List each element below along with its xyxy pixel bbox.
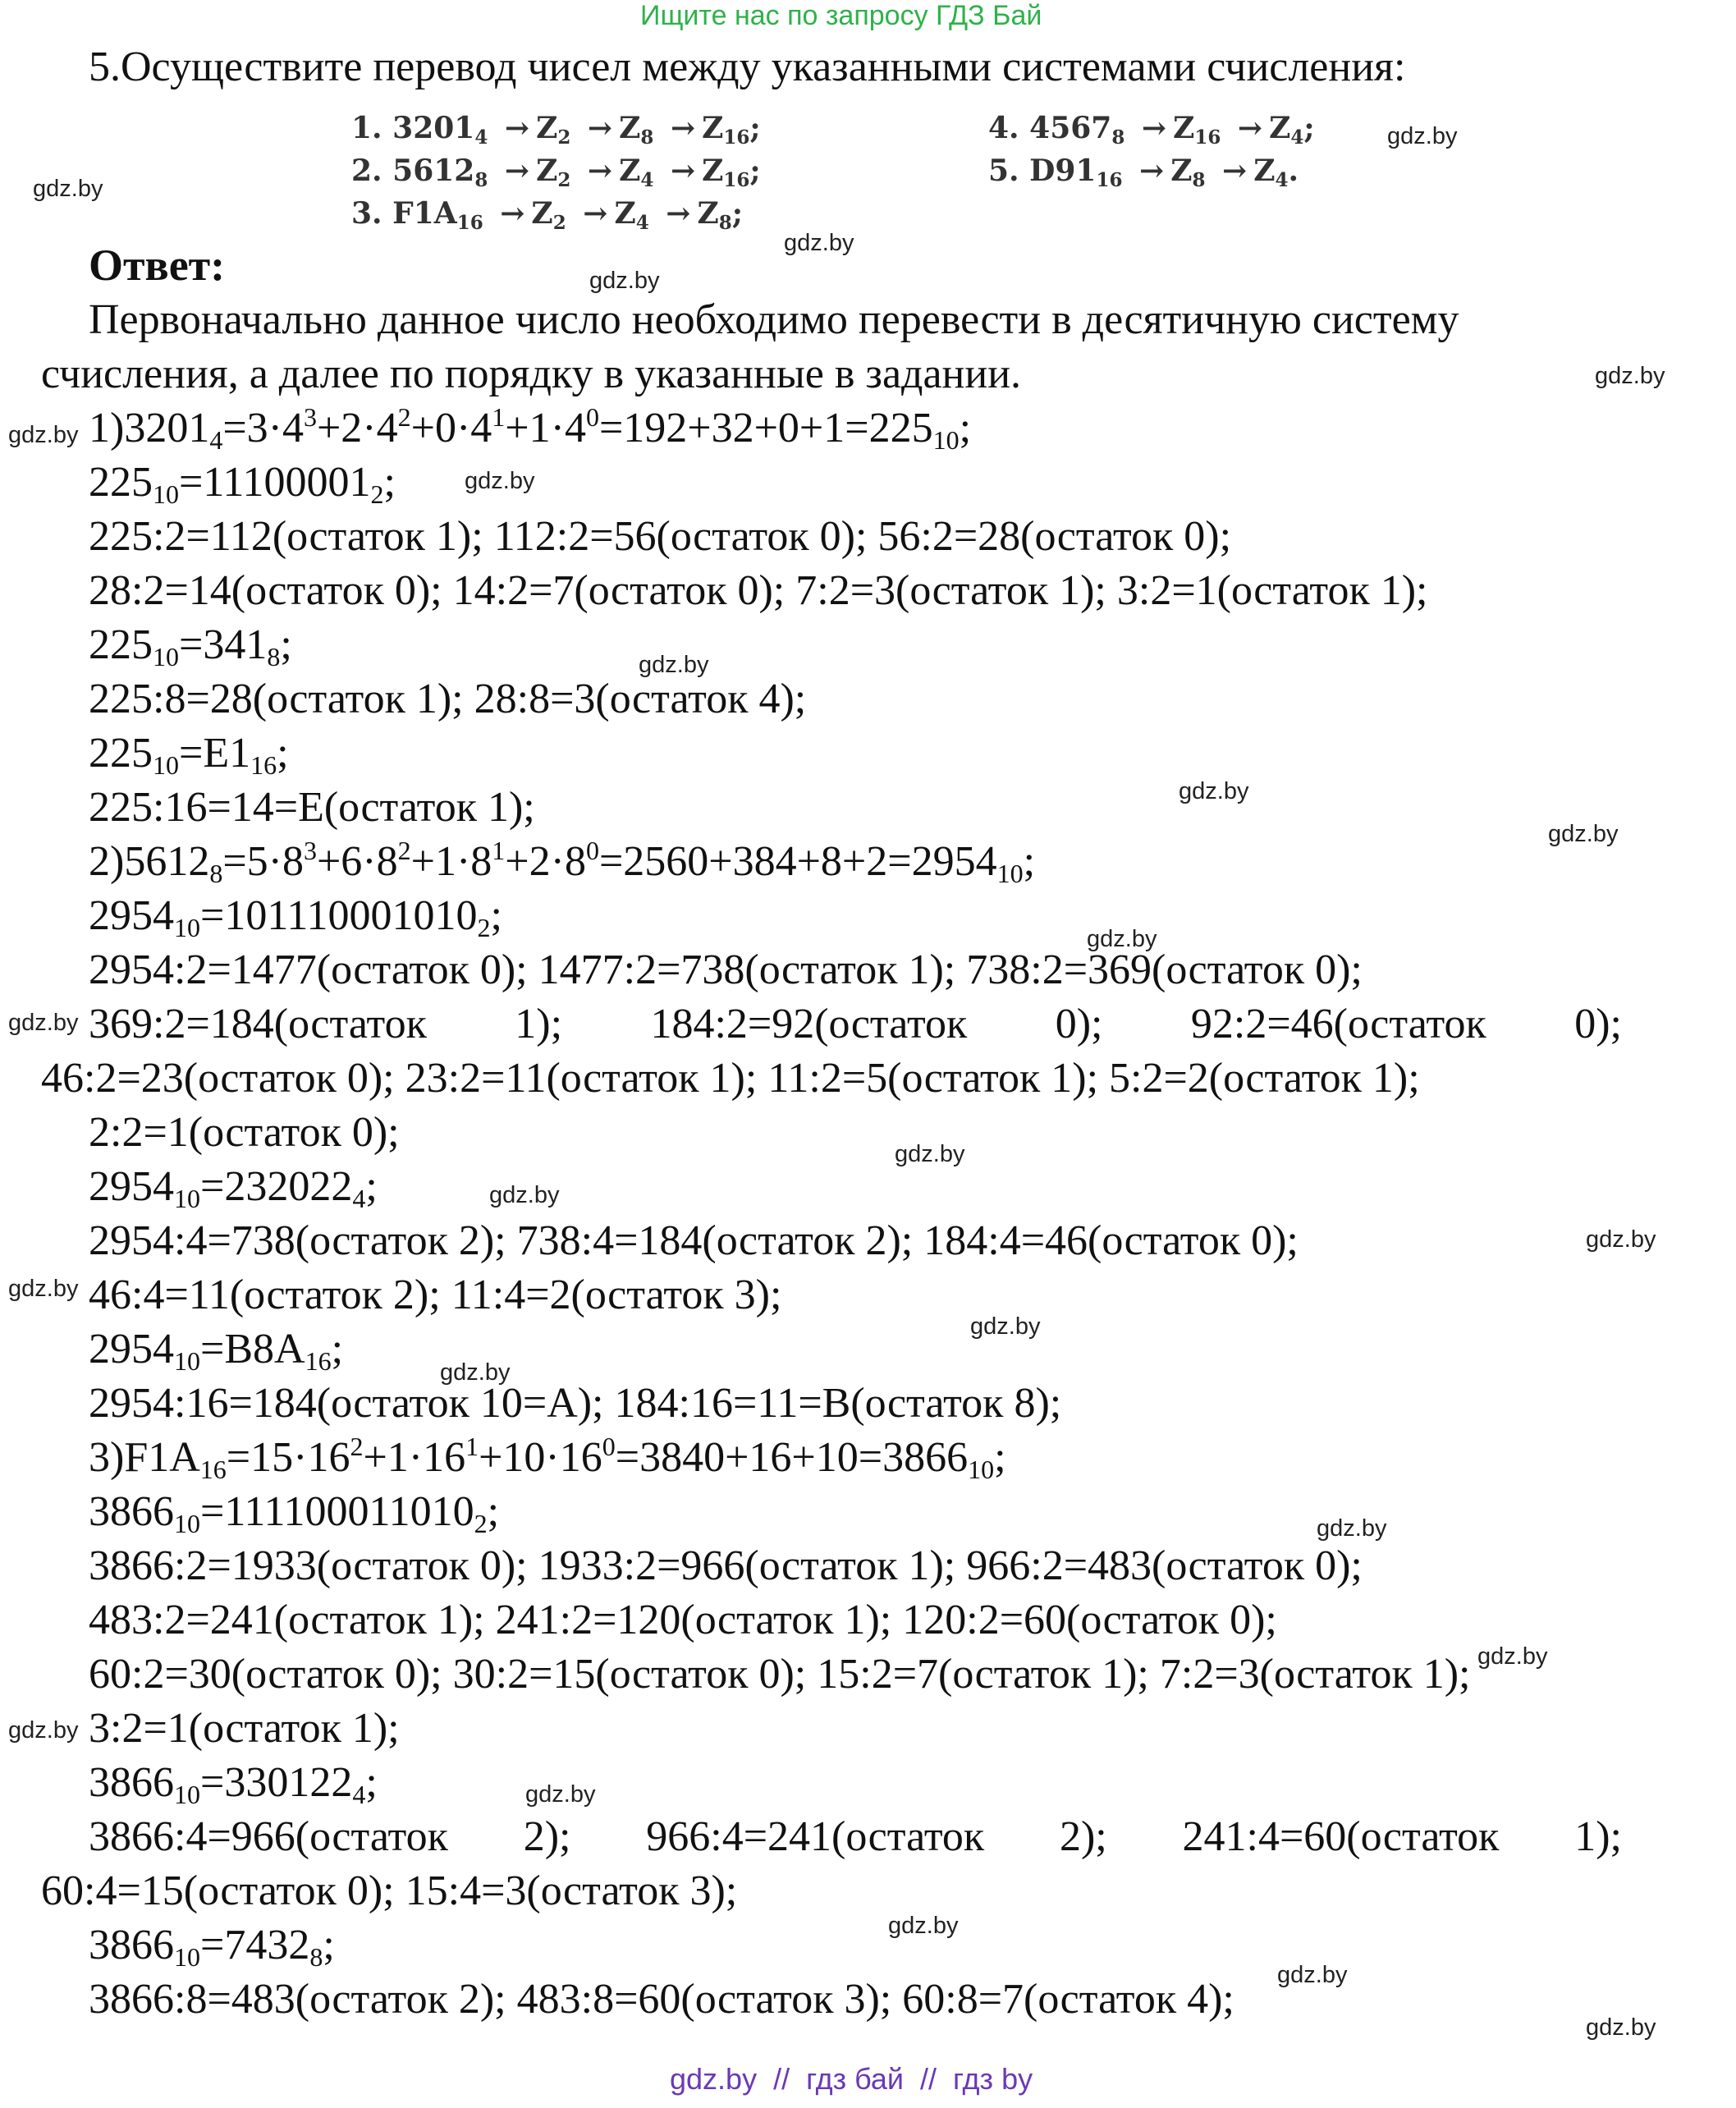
watermark: gdz.by — [1277, 1962, 1348, 1988]
intro-line-2: счисления, а далее по порядку в указанные в задании. — [41, 351, 1022, 397]
watermark: gdz.by — [784, 230, 854, 256]
watermark: gdz.by — [888, 1913, 959, 1939]
part3-quaternary: $3866_{10}=330122_4$; — [89, 1759, 378, 1809]
calc-line: 28:2=14(остаток 0); 14:2=7(остаток 0); 7:2=3(остаток 1); 3:2=1(остаток 1); — [89, 567, 1428, 614]
task-item-target: 4 — [1290, 126, 1304, 149]
part2-binary: $2954_{10}=101110001010_2$; — [89, 892, 502, 942]
watermark: gdz.by — [1477, 1643, 1548, 1670]
arrow-icon: → — [587, 154, 613, 188]
watermark: gdz.by — [1586, 2014, 1656, 2041]
calc-line: 3866:2=1933(остаток 0); 1933:2=966(остаток 1); 966:2=483(остаток 0); — [89, 1542, 1363, 1589]
task-item-value: D91 — [1029, 154, 1097, 188]
arrow-icon: → — [666, 196, 691, 231]
watermark: gdz.by — [465, 468, 535, 494]
part1-decimal: $1)3201_4=3\cdot 4^3+2\cdot 4^2+0\cdot 4^1+1\cdot 4^0=192+32+0+1=225_{10}$; — [89, 401, 972, 455]
task-item-value: 4567 — [1029, 111, 1112, 145]
task-item-target: 16 — [723, 168, 750, 191]
task-item-5: 5. $D91_{16} \to Z_8 \to Z_4$. — [988, 154, 1299, 191]
task-title: 5.Осуществите перевод чисел между указанными системами счисления: — [89, 44, 1406, 90]
part2-quaternary: $2954_{10}=232022_4$; — [89, 1163, 378, 1213]
calc-line: 483:2=241(остаток 1); 241:2=120(остаток 1); 120:2=60(остаток 0); — [89, 1597, 1277, 1643]
calc-line: 2954:4=738(остаток 2); 738:4=184(остаток 2); 184:4=46(остаток 0); — [89, 1217, 1299, 1264]
task-item-target: 4 — [640, 168, 654, 191]
task-item-base: 8 — [1111, 126, 1125, 149]
task-item-target: 4 — [1275, 168, 1289, 191]
task-item-base: 8 — [474, 168, 488, 191]
task-item-base: 4 — [474, 126, 488, 149]
part2-decimal: $2)5612_8=5\cdot 8^3+6\cdot 8^2+1\cdot 8^1+2\cdot 8^0=2560+384+8+2=2954_{10}$; — [89, 835, 1036, 888]
calc-line: 225:16=14=E(остаток 1); — [89, 784, 535, 831]
calc-line: 2954:16=184(остаток 10=A); 184:16=11=B(остаток 8); — [89, 1380, 1062, 1427]
task-item-target: 16 — [723, 126, 750, 149]
task-item-target: 2 — [557, 126, 571, 149]
watermark: gdz.by — [970, 1313, 1041, 1340]
task-item-value: 5612 — [392, 154, 475, 188]
task-item-target: 4 — [635, 211, 649, 234]
part1-hex: $225_{10}=E1_{16}$; — [89, 730, 289, 780]
task-item-num: 5. — [988, 154, 1019, 188]
task-item-target: 2 — [557, 168, 571, 191]
watermark: gdz.by — [1595, 363, 1665, 389]
calc-line: 60:4=15(остаток 0); 15:4=3(остаток 3); — [41, 1867, 738, 1914]
arrow-icon: → — [500, 196, 525, 231]
arrow-icon: → — [1222, 154, 1248, 188]
task-item-target: 8 — [640, 126, 654, 149]
arrow-icon: → — [1141, 111, 1167, 145]
calc-line: 3:2=1(остаток 1); — [89, 1705, 400, 1752]
calc-line: 60:2=30(остаток 0); 30:2=15(остаток 0); 15:2=7(остаток 1); 7:2=3(остаток 1); — [89, 1651, 1471, 1698]
calc-line: 3866:8=483(остаток 2); 483:8=60(остаток 3); 60:8=7(остаток 4); — [89, 1976, 1234, 2023]
calc-line: 46:4=11(остаток 2); 11:4=2(остаток 3); — [89, 1272, 782, 1318]
watermark: gdz.by — [1586, 1226, 1656, 1253]
watermark: gdz.by — [1179, 778, 1249, 804]
watermark: gdz.by — [440, 1359, 511, 1386]
bottom-banner[interactable]: gdz.by // гдз бай // гдз by — [670, 2062, 1033, 2096]
watermark: gdz.by — [1317, 1515, 1387, 1542]
task-item-target: 16 — [1194, 126, 1221, 149]
task-item-value: F1A — [392, 196, 457, 231]
calc-line: 46:2=23(остаток 0); 23:2=11(остаток 1); 11:2=5(остаток 1); 5:2=2(остаток 1); — [41, 1055, 1420, 1102]
arrow-icon: → — [670, 154, 696, 188]
watermark: gdz.by — [525, 1781, 596, 1808]
task-item-base: 16 — [456, 211, 483, 234]
calc-line: 2954:2=1477(остаток 0); 1477:2=738(остаток 1); 738:2=369(остаток 0); — [89, 946, 1363, 993]
watermark: gdz.by — [1548, 821, 1619, 847]
arrow-icon: → — [670, 111, 696, 145]
watermark: gdz.by — [1387, 123, 1458, 149]
part3-octal: $3866_{10}=7432_8$; — [89, 1922, 335, 1972]
watermark: gdz.by — [1087, 926, 1157, 952]
calc-line: 225:2=112(остаток 1); 112:2=56(остаток 0); 56:2=28(остаток 0); — [89, 513, 1232, 560]
arrow-icon: → — [587, 111, 613, 145]
calc-line-justified: 3866:4=966(остаток 2); 966:4=241(остаток 2); 241:4=60(остаток 1); — [89, 1813, 1622, 1860]
intro-line-1: Первоначально данное число необходимо перевести в десятичную систему — [89, 296, 1459, 343]
watermark: gdz.by — [8, 1276, 79, 1302]
part2-hex: $2954_{10}=B8A_{16}$; — [89, 1326, 344, 1376]
task-item-base: 16 — [1096, 168, 1123, 191]
arrow-icon: → — [1237, 111, 1263, 145]
task-item-num: 3. — [351, 196, 382, 231]
watermark: gdz.by — [589, 268, 660, 294]
part3-binary: $3866_{10}=111100011010_2$; — [89, 1488, 500, 1538]
arrow-icon: → — [1139, 154, 1165, 188]
watermark: gdz.by — [8, 422, 79, 448]
arrow-icon: → — [504, 154, 530, 188]
calc-line-justified: 369:2=184(остаток 1); 184:2=92(остаток 0); 92:2=46(остаток 0); — [89, 1001, 1622, 1047]
part1-binary: $225_{10}=11100001_2$; — [89, 459, 396, 509]
task-item-1: 1. $3201_4 \to Z_2 \to Z_8 \to Z_{16}$; — [351, 111, 761, 149]
task-item-num: 2. — [351, 154, 382, 188]
task-item-target: 2 — [552, 211, 566, 234]
calc-line: 225:8=28(остаток 1); 28:8=3(остаток 4); — [89, 676, 807, 722]
watermark: gdz.by — [895, 1141, 965, 1167]
task-item-target: 8 — [718, 211, 732, 234]
part3-decimal: $3)F1A_{16}=15\cdot 16^2+1\cdot 16^1+10\cdot 16^0=3840+16+10=3866_{10}$; — [89, 1431, 1006, 1484]
watermark: gdz.by — [8, 1010, 79, 1036]
calc-line: 2:2=1(остаток 0); — [89, 1109, 400, 1156]
task-item-3: 3. $F1A_{16} \to Z_2 \to Z_4 \to Z_8$; — [351, 196, 744, 234]
task-item-num: 1. — [351, 111, 382, 145]
task-item-4: 4. $4567_8 \to Z_{16} \to Z_4$; — [988, 111, 1315, 149]
task-item-value: 3201 — [392, 111, 475, 145]
watermark: gdz.by — [489, 1182, 560, 1208]
part1-octal: $225_{10}=341_8$; — [89, 621, 292, 671]
task-item-target: 8 — [1192, 168, 1206, 191]
answer-label: Ответ: — [89, 241, 226, 290]
watermark: gdz.by — [639, 652, 709, 678]
arrow-icon: → — [583, 196, 608, 231]
top-banner[interactable]: Ищите нас по запросу ГДЗ Бай — [640, 0, 1042, 31]
arrow-icon: → — [504, 111, 530, 145]
watermark: gdz.by — [8, 1717, 79, 1744]
task-item-2: 2. $5612_8 \to Z_2 \to Z_4 \to Z_{16}$; — [351, 154, 761, 191]
watermark: gdz.by — [33, 176, 103, 202]
task-item-num: 4. — [988, 111, 1019, 145]
